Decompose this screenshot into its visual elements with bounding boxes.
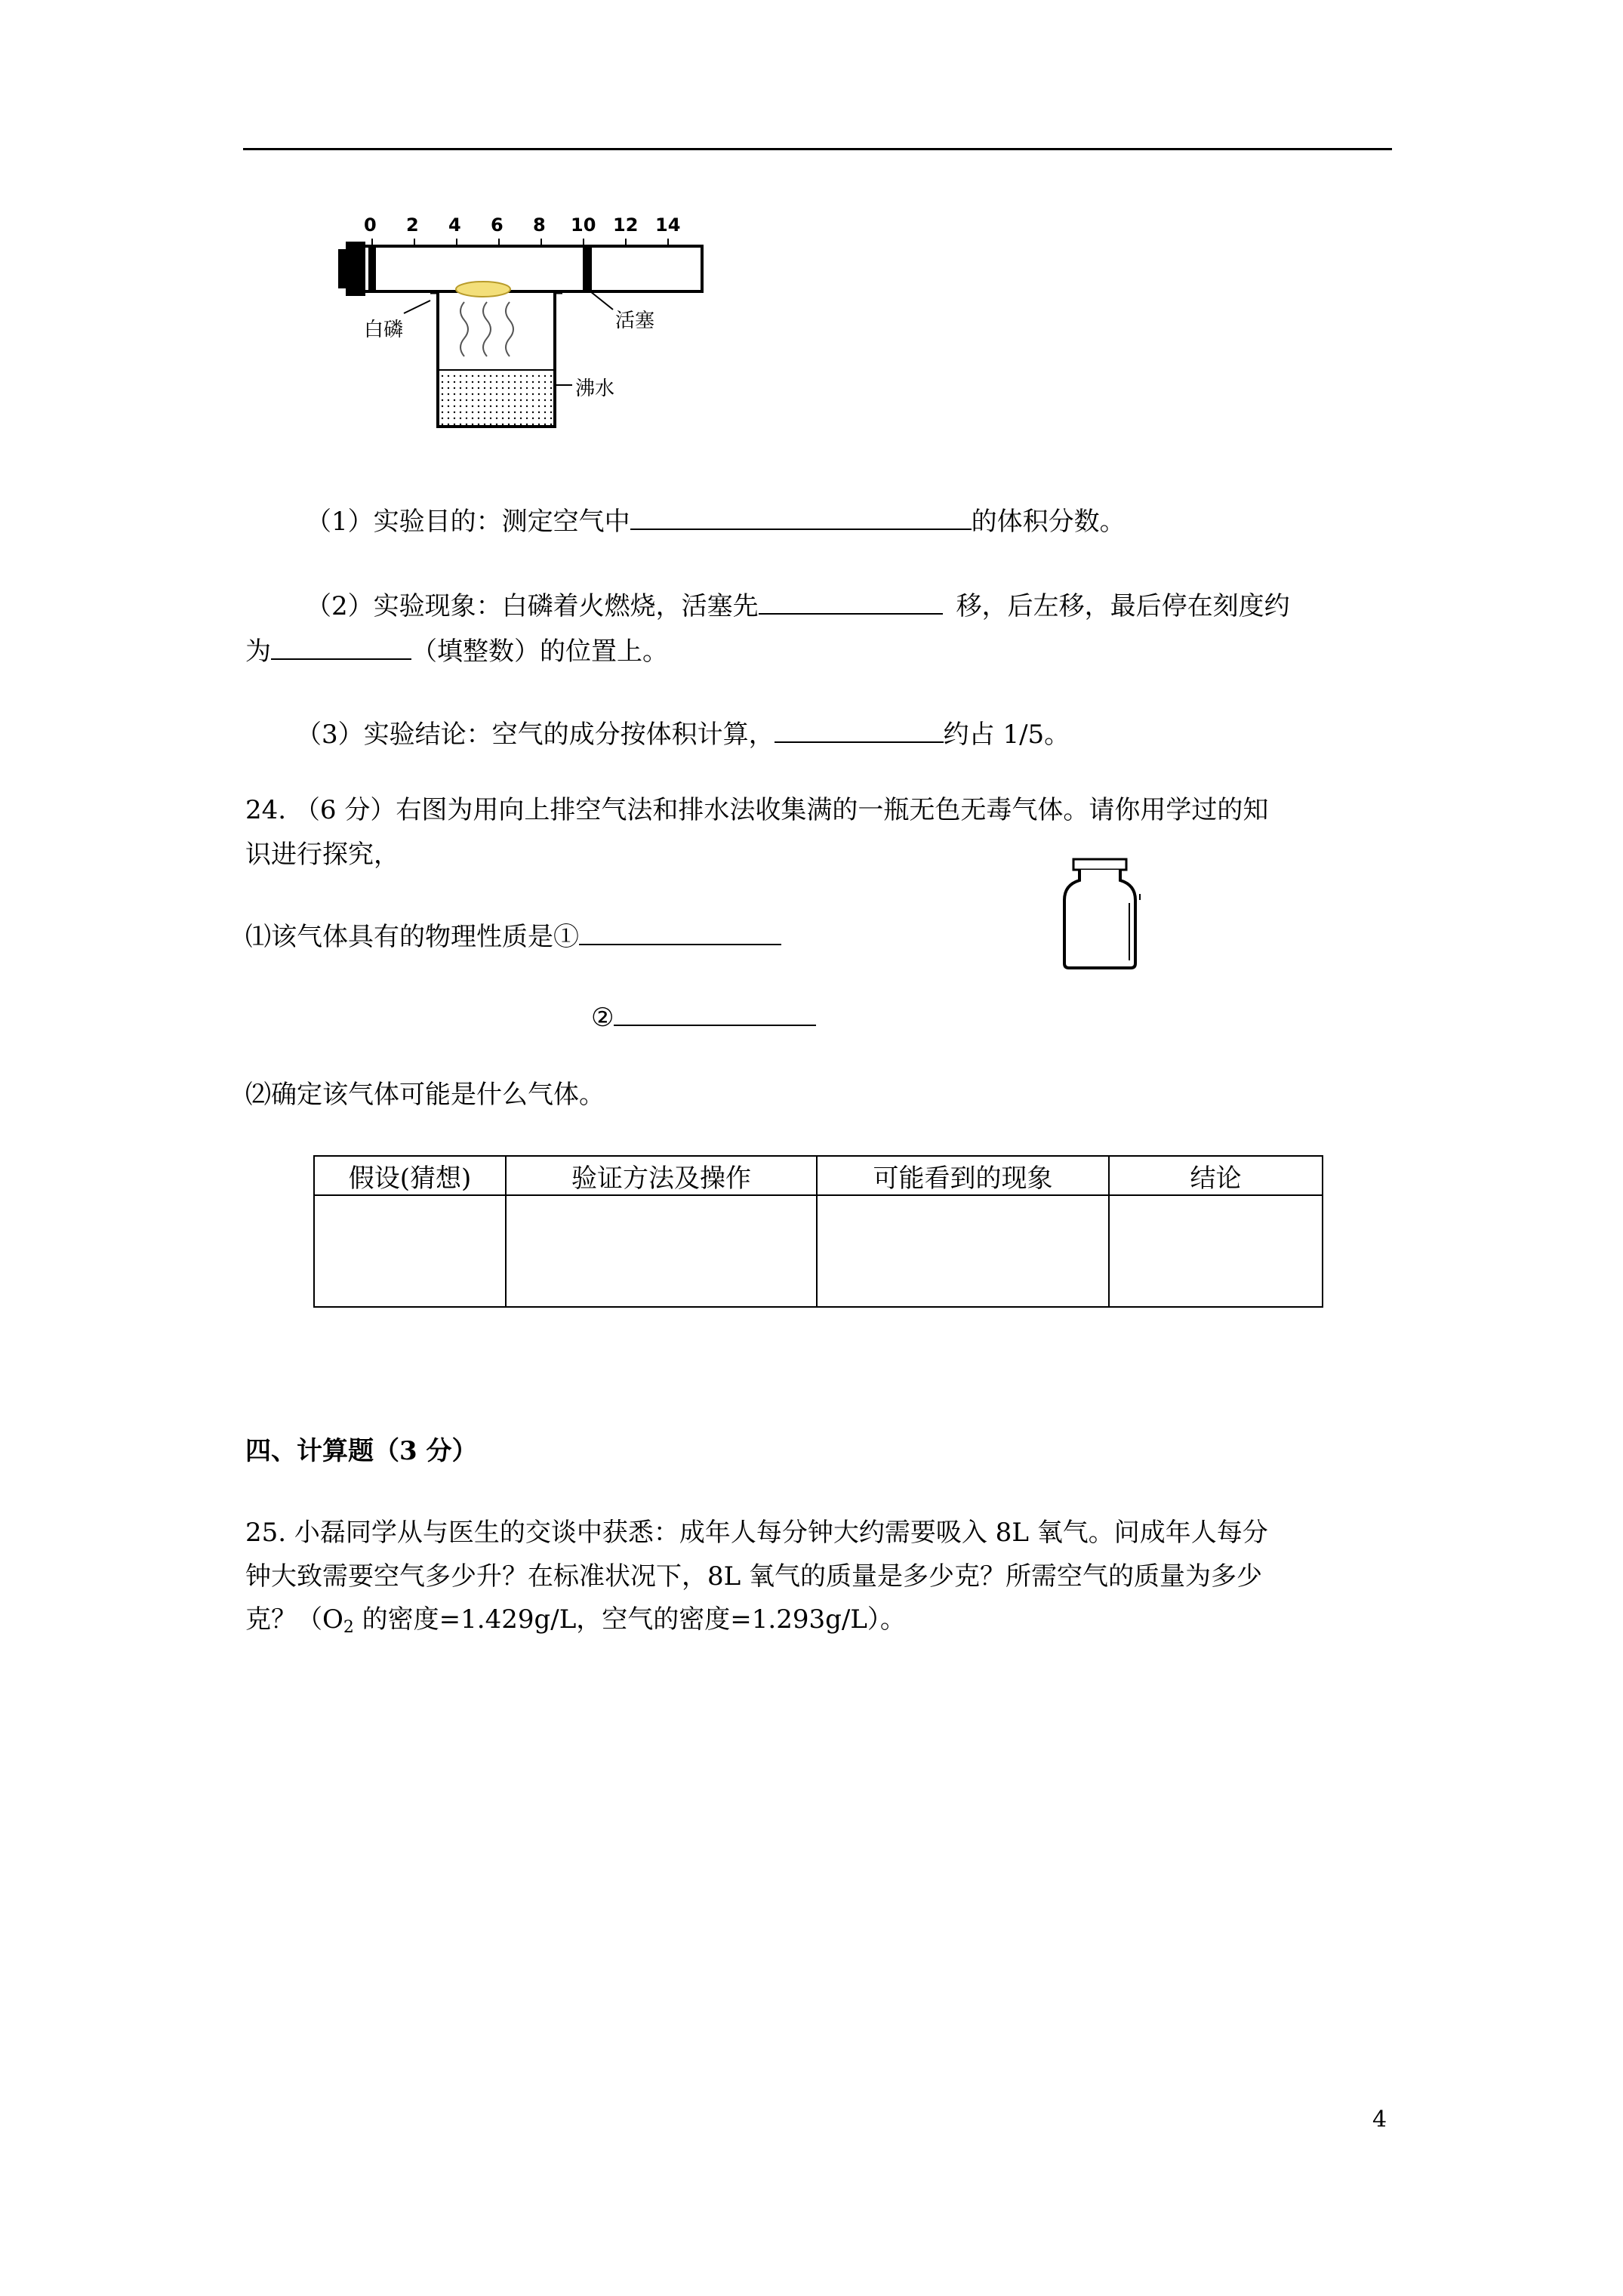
q23-item1 <box>306 504 1126 537</box>
page-number: 4 <box>1372 2106 1387 2133</box>
label-boiling-water: 沸水 <box>575 378 615 400</box>
q25-line3-end: 的密度=1.429g/L，空气的密度=1.293g/L）。 <box>353 1604 906 1635</box>
white-phosphorus <box>456 282 510 297</box>
q25-line1: 25. 小磊同学从与医生的交谈中获悉：成年人每分钟大约需要吸入 8L 氧气。问成年人每分 <box>245 1518 1268 1548</box>
q25-o2-subscript: 2 <box>343 1618 354 1637</box>
scale-label-6: 6 <box>491 214 504 236</box>
inquiry-table <box>313 1155 1323 1308</box>
table-header-hypothesis: 假设(猜想) <box>314 1156 506 1195</box>
glass-tube <box>355 246 702 291</box>
q24-part1 <box>245 920 781 952</box>
piston <box>583 246 592 291</box>
boiling-water <box>439 370 553 425</box>
header-rule <box>243 148 1392 150</box>
q24-part1-second-marker: ② <box>591 1003 614 1033</box>
q23-item2-line2-suffix: （填整数）的位置上。 <box>411 636 668 667</box>
label-piston: 活塞 <box>615 310 655 332</box>
q23-item3 <box>296 717 1070 750</box>
table-header-conclusion: 结论 <box>1109 1156 1323 1195</box>
scale-label-2: 2 <box>406 214 419 236</box>
answer-blank-6[interactable] <box>614 1000 816 1026</box>
q23-item2-mid: 移，后左移，最后停在刻度约 <box>956 591 1290 621</box>
answer-blank-2[interactable] <box>759 589 943 615</box>
q23-item2-line2-prefix: 为 <box>245 636 271 667</box>
q25-line2: 钟大致需要空气多少升？在标准状况下，8L 氧气的质量是多少克？所需空气的质量为多少 <box>245 1561 1263 1592</box>
answer-blank-3[interactable] <box>271 634 411 660</box>
table-header-method: 验证方法及操作 <box>506 1156 817 1195</box>
q24-part1-second <box>591 1000 816 1033</box>
q23-item1-suffix: 的体积分数。 <box>971 507 1126 537</box>
q24-line1: 24. （6 分）右图为用向上排空气法和排水法收集满的一瓶无色无毒气体。请你用学过的知 <box>245 795 1269 825</box>
answer-blank-4[interactable] <box>775 717 944 743</box>
q25-line3 <box>245 1604 906 1643</box>
q23-item3-suffix: 约占 1/5。 <box>943 720 1070 750</box>
scale-label-0: 0 <box>364 214 377 236</box>
q24-part2: ⑵确定该气体可能是什么气体。 <box>245 1080 605 1110</box>
scale-label-8: 8 <box>533 214 546 236</box>
table-cell-phenomenon[interactable] <box>817 1195 1109 1307</box>
q24-line2: 识进行探究， <box>245 840 399 870</box>
table-row <box>314 1195 1323 1307</box>
steam <box>460 302 513 356</box>
scale-label-12: 12 <box>613 214 639 236</box>
scale-label-10: 10 <box>571 214 596 236</box>
answer-blank-1[interactable] <box>630 504 972 530</box>
q23-item2-prefix: （2）实验现象：白磷着火燃烧，活塞先 <box>306 591 759 621</box>
table-header-row <box>314 1156 1323 1195</box>
section-4-title: 四、计算题（3 分） <box>245 1436 478 1466</box>
table-cell-hypothesis[interactable] <box>314 1195 506 1307</box>
table-cell-method[interactable] <box>506 1195 817 1307</box>
q24-part1-prefix: ⑴该气体具有的物理性质是① <box>245 922 579 952</box>
q23-item3-prefix: （3）实验结论：空气的成分按体积计算， <box>296 720 775 750</box>
q23-item2-line2 <box>245 634 668 667</box>
q23-item1-prefix: （1）实验目的：测定空气中 <box>306 507 630 537</box>
gas-bottle-icon <box>1057 858 1147 971</box>
table-header-phenomenon: 可能看到的现象 <box>817 1156 1109 1195</box>
scale-label-4: 4 <box>448 214 461 236</box>
answer-blank-5[interactable] <box>579 920 781 945</box>
q23-item2 <box>306 589 1290 621</box>
q25-line3-start: 克？（O <box>245 1604 343 1635</box>
label-white-phosphorus: 白磷 <box>364 319 404 341</box>
table-cell-conclusion[interactable] <box>1109 1195 1323 1307</box>
scale-label-14: 14 <box>655 214 681 236</box>
